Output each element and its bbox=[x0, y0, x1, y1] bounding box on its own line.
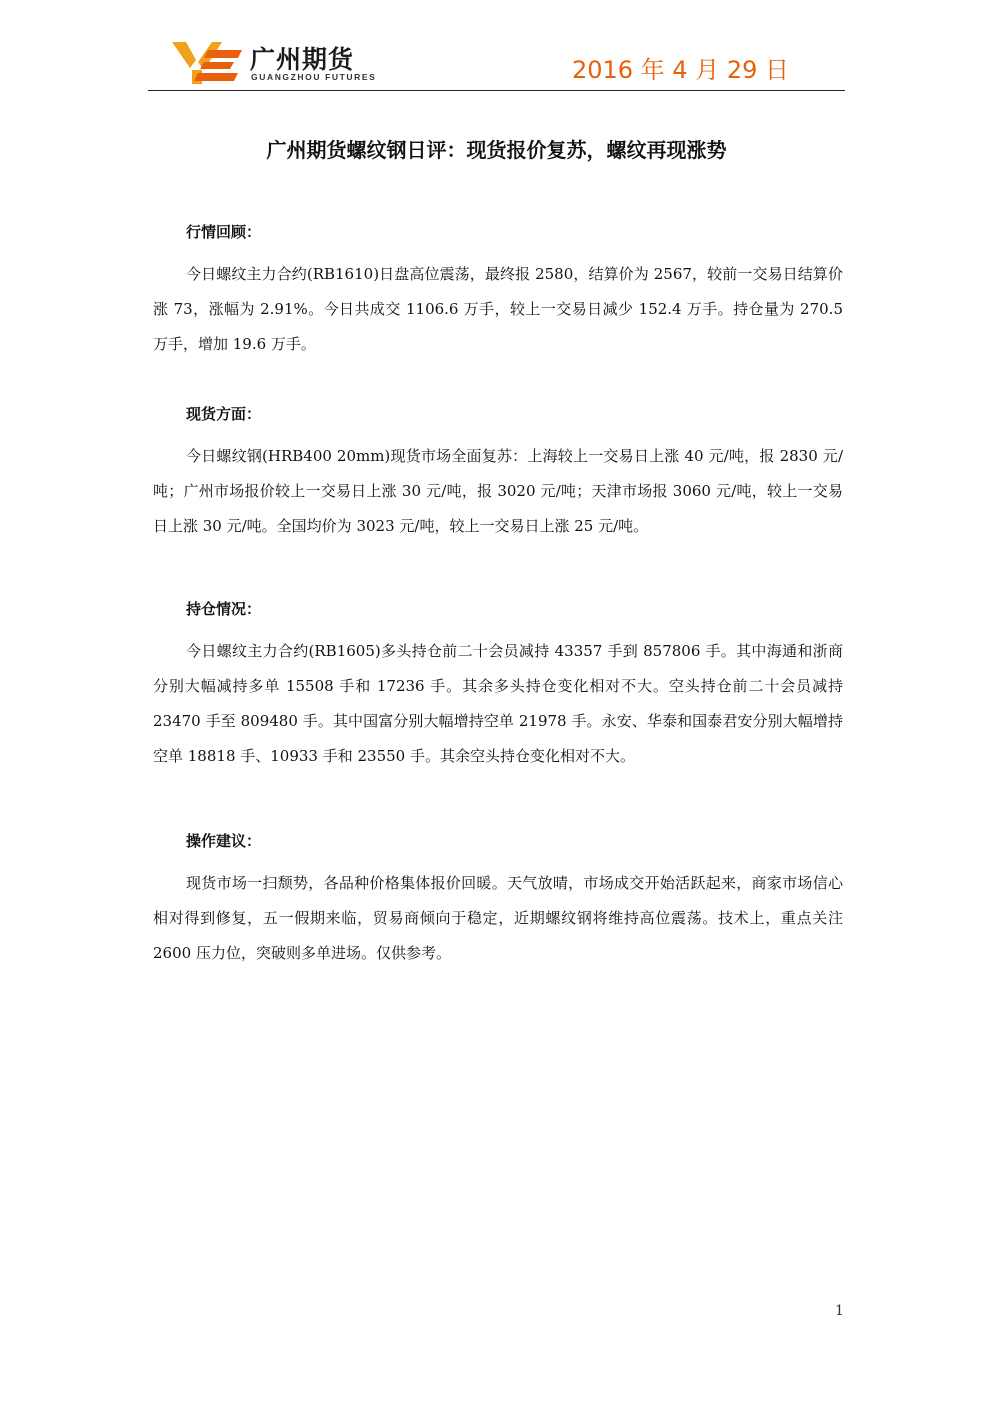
report-date: 2016 年 4 月 29 日 bbox=[571, 56, 789, 84]
section-heading: 持仓情况： bbox=[186, 600, 262, 618]
section-market-review bbox=[153, 220, 843, 362]
section-heading: 行情回顾： bbox=[186, 223, 262, 241]
section-body: 今日螺纹钢(HRB400 20mm)现货市场全面复苏：上海较上一交易日上涨 40 元/吨，报 2830 元/吨；广州市场报价较上一交易日上涨 30 元/吨，报 3020 元/吨；天津市场报 3060 元/吨，较上一交易日上涨 30 元/吨。全国均价为 3023 元/吨，较上一交易日上涨 25 元/吨。 bbox=[153, 447, 843, 535]
section-heading: 操作建议： bbox=[186, 832, 262, 850]
section-trading-advice bbox=[153, 829, 843, 971]
page-header bbox=[148, 30, 845, 91]
section-heading: 现货方面： bbox=[186, 405, 262, 423]
guangzhou-futures-logo-icon bbox=[172, 40, 244, 84]
section-body: 今日螺纹主力合约(RB1605)多头持仓前二十会员减持 43357 手到 857806 手。其中海通和浙商分别大幅减持多单 15508 手和 17236 手。其余多头持仓变化相对不大。空头持仓前二十会员减持 23470 手至 809480 手。其中国富分别大幅增持空单 21978 手。永安、华泰和国泰君安分别大幅增持空单 18818 手、10933 手和 23550 手。其余空头持仓变化相对不大。 bbox=[153, 642, 843, 765]
logo-text: 广州期货 bbox=[250, 45, 355, 74]
page-number: 1 bbox=[835, 1303, 844, 1319]
section-spot-market bbox=[153, 402, 843, 544]
document-title: 广州期货螺纹钢日评：现货报价复苏，螺纹再现涨势 bbox=[266, 138, 727, 162]
logo-subtext: GUANGZHOU FUTURES bbox=[251, 72, 377, 82]
company-logo bbox=[172, 40, 377, 84]
section-positions bbox=[153, 597, 843, 774]
section-body: 现货市场一扫颓势，各品种价格集体报价回暖。天气放晴，市场成交开始活跃起来，商家市场信心相对得到修复，五一假期来临，贸易商倾向于稳定，近期螺纹钢将维持高位震荡。技术上，重点关注 2600 压力位，突破则多单进场。仅供参考。 bbox=[153, 874, 843, 962]
section-body: 今日螺纹主力合约(RB1610)日盘高位震荡，最终报 2580，结算价为 2567，较前一交易日结算价涨 73，涨幅为 2.91%。今日共成交 1106.6 万手，较上一交易日减少 152.4 万手。持仓量为 270.5 万手，增加 19.6 万手。 bbox=[153, 265, 843, 353]
